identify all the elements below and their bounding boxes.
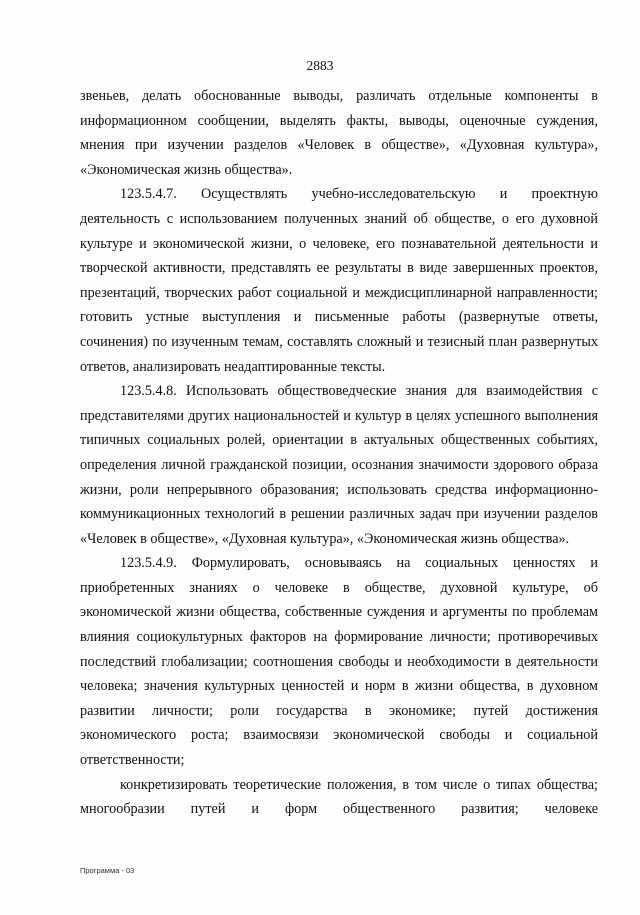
paragraph-concretize: конкретизировать теоретические положения, в том числе о типах общества; многообразии путей и форм общественного развития; человеке (80, 776, 598, 818)
paragraph-123-5-4-9: 123.5.4.9. Формулировать, основываясь на социальных ценностях и приобретенных знаниях о человеке в обществе, духовной культуре, об экономической жизни общества, собственные суждения и аргументы по проблемам влияния социокультурных факторов на формирование личности; противоречивых последствий глобализации; соотношения свободы и необходимости в деятельности человека; значения культурных ценностей и норм в жизни общества, в духовном развитии личности; роли государства в экономике; путей достижения экономического роста; взаимосвязи экономической свободы и социальной ответственности; (80, 555, 598, 769)
document-body (80, 84, 598, 822)
footer-label: Программа - 03 (80, 866, 135, 875)
paragraph-123-5-4-7: 123.5.4.7. Осуществлять учебно-исследовательскую и проектную деятельность с использованием полученных знаний об обществе, о его духовной культуре и экономической жизни, о человеке, его познавательной деятельности и творческой активности, представлять ее результаты в виде завершенных проектов, презентаций, творческих работ социальной и междисциплинарной направленности; готовить устные выступления и письменные работы (развернутые ответы, сочинения) по изученным темам, составлять сложный и тезисный план развернутых ответов, анализировать неадаптированные тексты. (80, 186, 598, 375)
page-number: 2883 (306, 58, 334, 73)
paragraph-123-5-4-8: 123.5.4.8. Использовать обществоведческие знания для взаимодействия с представителями других национальностей и культур в целях успешного выполнения типичных социальных ролей, ориентации в актуальных общественных событиях, определения личной гражданской позиции, осознания значимости здорового образа жизни, роли непрерывного образования; использовать средства информационно-коммуникационных технологий в решении различных задач при изучении разделов «Человек в обществе», «Духовная культура», «Экономическая жизнь общества». (80, 383, 598, 547)
paragraph-continuation: звеньев, делать обоснованные выводы, различать отдельные компоненты в информационном сообщении, выделять факты, выводы, оценочные суждения, мнения при изучении разделов «Человек в обществе», «Духовная культура», «Экономическая жизнь общества». (80, 88, 598, 178)
